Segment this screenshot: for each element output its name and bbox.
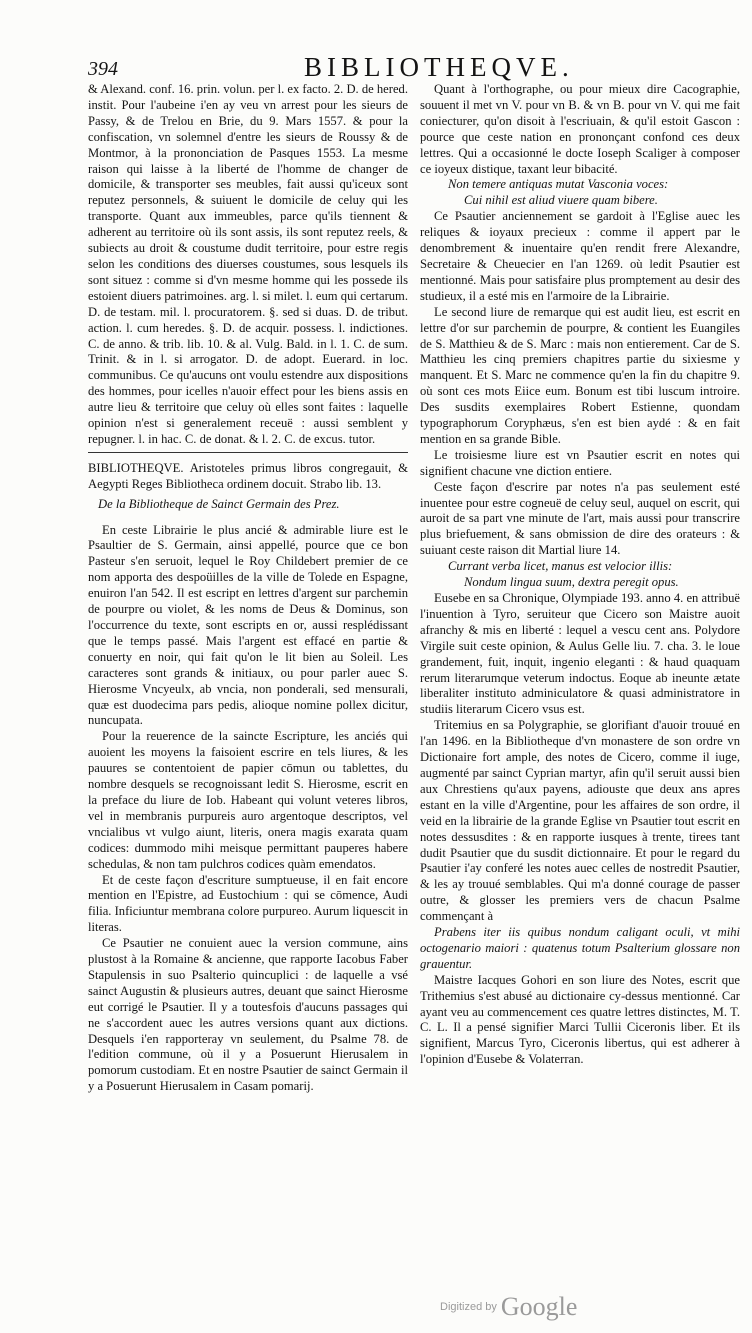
digitized-by-label: Digitized by [440, 1301, 497, 1313]
paragraph: & Alexand. conf. 16. prin. volun. per l. ex facto. 2. D. de hered. instit. Pour l'aubeine i'en ay veu vn arrest pour les sieurs de Passy, & de Trelou en Brie, du 9. Mars 1557. & pour la confiscation, vn solemnel d'entre les sieurs de Roussy & de Montmor, à la prononciation de Pasques 1553. La mesme raison qui laisse à la liberté de l'homme de changer de domicile, & transporter ses meubles, fait aussi qu'iceux sont reputez personnels, & suiuent le domicile de celuy qui les transporte. Quant aux immeubles, parce qu'ils tiennent & adherent au territoire où ils sont assis, ils sont reputez reels, & subiects au droit & coustume dudit territoire, pour estre regis selon les conditions des diuerses coustumes, sous lesquels ils sont situez : comme si d'vn mesme homme qui les possede ils estoient diuers patrimoines. arg. l. si milet. l. eum qui certarum. D. de testam. mil. l. procuratorem. §. sed si duas. D. de tribut. action. l. cum heredes. §. D. de acquir. possess. l. indictiones. C. de anno. & trib. lib. 10. & al. Vulg. Bald. in l. 1. C. de sum. Trinit. & in l. si arrogator. D. de adopt. Euerard. in loc. communibus. Ce qu'aucuns ont voulu estendre aux dispositions des hommes, pour icelles n'auoir effect pour les biens assis en autre lieu & territoire que celuy où elles sont faites : laquelle opinion n'est si generalement receuë : aussi semblent y repugner. l. in hac. C. de donat. & l. 2. C. de excus. tutor. [88, 82, 409, 446]
paragraph: Ce Psautier ne conuient auec la version commune, ains plustost à la Romaine & ancienne, que rapporte Iacobus Faber Stapulensis in suo Psalterio quincuplici : de laquelle a vsé sainct Augustin & plusieurs autres, deuant que sainct Hierosme eut corrigé le Psautier. Il y a toutesfois d'aucuns passages qui ne s'accordent auec les autres versions quant aux dictions. Desquels i'en rapporteray vn seulement, du Psalme 78. de l'edition commune, où il y a Posuerunt Hierusalem in pomorum custodiam. Et en nostre Psautier de sainct Germain il y a Posuerunt Hierusalem in Casam pomarij. [88, 936, 408, 1094]
paragraph: Le second liure de remarque qui est audit lieu, est escrit en lettre d'or sur parchemin de pourpre, & contient les Euangiles de S. Matthieu & de S. Marc : mais non entierement. Car de S. Matthieu les cinq premiers chapitres partie du sixiesme y manquent. Et S. Marc ne commence qu'en la fin du chapitre 9. où sont ces mots Eiice eum. Bonum est tibi luscum introire. Des susdits exemplaires Robert Estienne, quondam typographorum Coryphæus, s'en est bien aydé : & en fait mention en sa grande Bible. [420, 304, 740, 446]
verse-line: Currant verba licet, manus est velocior illis: [448, 559, 673, 574]
paragraph: Pour la reuerence de la saincte Escripture, les anciés qui auoient les moyens la faisoient escrire en tels liures, & les pauures se contentoient de papier cōmun ou tablettes, du nombre desquels se recognoissant ledit S. Hierosme, escrit en la preface du liure de Iob. Habeant qui volunt veteres libros, vel in membranis purpureis auro argentoque descriptos, vel vncialibus vt vulgo aiunt, literis, onera magis exarata quam codices: dummodo mihi meisque permittant pauperes habere schedulas, & non tam pulchros codices quàm emendatos. [88, 729, 408, 871]
section-heading: De la Bibliotheque de Sainct Germain des Prez. [98, 496, 340, 511]
left-column [88, 82, 408, 1095]
paragraph: Et de ceste façon d'escriture sumptueuse, il en fait encore mention en l'Epistre, ad Eustochium : qui se cōmence, Audi filia. Inficiuntur membrana colore purpureo. Aurum liquescit in literas. [88, 872, 408, 935]
paragraph: Maistre Iacques Gohori en son liure des Notes, escrit que Trithemius s'est abusé au dictionaire cy-dessus mentionné. Car ayant veu au commencement ces quatre lettres distinctes, M. T. C. L. Il a pensé signifier Marci Tullii Ciceronis liber. Et ils signifient, Marcus Tyro, Ciceronis libertus, qui est adherer à l'opinion d'Eusebe & Volaterran. [420, 972, 740, 1067]
right-column [420, 82, 740, 1068]
bibliotheque-entry: BIBLIOTHEQVE. Aristoteles primus libros congregauit, & Aegypti Reges Bibliotheca ordinem docuit. Strabo lib. 13. [88, 460, 408, 491]
paragraph: Ceste façon d'escrire par notes n'a pas seulement esté inuentee pour estre cogneuë de celuy seul, auquel on escrit, qui auroit de sa part vne minute de l'art, mais aussi pour transcrire plus briefuement, & sans obmission de dire des orateurs : & suiuant ceste raison dit Martial liure 14. [420, 479, 740, 558]
verse-line: Nondum lingua suum, dextra peregit opus. [464, 575, 679, 590]
paragraph: En ceste Librairie le plus ancié & admirable liure est le Psaultier de S. Germain, ainsi appellé, pource que ce bon Pasteur s'en seruoit, lequel le Roy Childebert premier de ce nom apporta des despoüilles de la ville de Tolede en Espagne, enuiron l'an 542. Il est escript en lettres d'argent sur parchemin de pourpre ou violet, & les noms de Deus & Dominus, son l'occurrence du texte, sont escripts en or, aussi resplédissant que le temps passé. Mais l'argent est effacé en partie & conuerty en noir, qui fait qu'on le lit bien au Soleil. Les caracteres sont grands & initiaux, ou pour parler auec S. Hierosme Vncyeulx, ab vncia, non ponderali, sed mensurali, quæ est duodecima pars pedis, alioque nomine pollex dicitur, nuncupata. [88, 522, 408, 728]
paragraph: Tritemius en sa Polygraphie, se glorifiant d'auoir trouué en l'an 1496. en la Bibliotheque d'vn monastere de son ordre vn Dictionaire fort ample, des notes de Cicero, comme il iuge, augmenté par sainct Cyprian martyr, afin qu'il seruit aussi bien aux Chrestiens qu'aux payens, adiouste que deux ans apres estant en la ville d'Argentine, pour les affaires de son ordre, il veid en la librairie de la grande Eglise vn Psautier tout escrit en notes dessusdites : & en rapporte iusques à trente, tirees tant dudit Psautier que du susdit dictionnaire. Et pour le regard du Psautier i'ay conferé les notes auec celles de nostredit Psautier, & les ay trouué semblables. Qui m'a donné courage de passer outre, & glosser les premiers vers de chacun Psalme commençant à [420, 718, 740, 924]
page-number: 394 [88, 58, 118, 80]
paragraph: Quant à l'orthographe, ou pour mieux dire Cacographie, souuent il met vn V. pour vn B. & vn B. pour vn V. qui me fait coniecturer, qu'on disoit à l'escriuain, & qu'il estoit Gascon : pource que ceste nation en prononçant confond ces deux lettres. Qui a occasionné le docte Ioseph Scaliger à composer ce ioyeux distique, taxant leur bibacité. [420, 82, 740, 176]
paragraph: Eusebe en sa Chronique, Olympiade 193. anno 4. en attribuë l'inuention à Tyro, seruiteur que Cicero son Maistre auoit afranchy & mis en liberté : lequel a vescu cent ans. Polydore Virgile suit ceste opinion, & Aulus Gelle liu. 7. cha. 3. le loue grandement, fuit, inquit, ingenio eleganti : & haud quaquam rerum literarumque veterum indoctus. Eoque ab ineunte ætate liberaliter instituto adminiculatore & quasi administratore in studiis literarum Cicero vsus est. [420, 591, 740, 717]
paragraph: Le troisiesme liure est vn Psautier escrit en notes qui signifient chacune vne diction entiere. [420, 447, 740, 478]
quotation: Prabens iter iis quibus nondum caligant oculi, vt mihi octogenario maiori : quatenus totum Psalterium glossare non grauentur. [420, 925, 740, 971]
divider [88, 452, 408, 453]
verse-line: Non temere antiquas mutat Vasconia voces: [448, 177, 669, 192]
digitization-footer [440, 1292, 577, 1322]
running-title: BIBLIOTHEQVE. [304, 52, 574, 82]
verse-line: Cui nihil est aliud viuere quam bibere. [464, 193, 658, 208]
google-logo: Google [500, 1292, 578, 1321]
paragraph: Ce Psautier anciennement se gardoit à l'Eglise auec les reliques & ioyaux precieux : comme il appert par le denombrement & inuentaire qu'en rendit frere Alexandre, Secretaire & Cheuecier en l'an 1269. où ledit Psautier est mentionné. Mais pour satisfaire plus promptement au desir des studieux, il a esté mis en l'armoire de la Librairie. [420, 209, 740, 303]
